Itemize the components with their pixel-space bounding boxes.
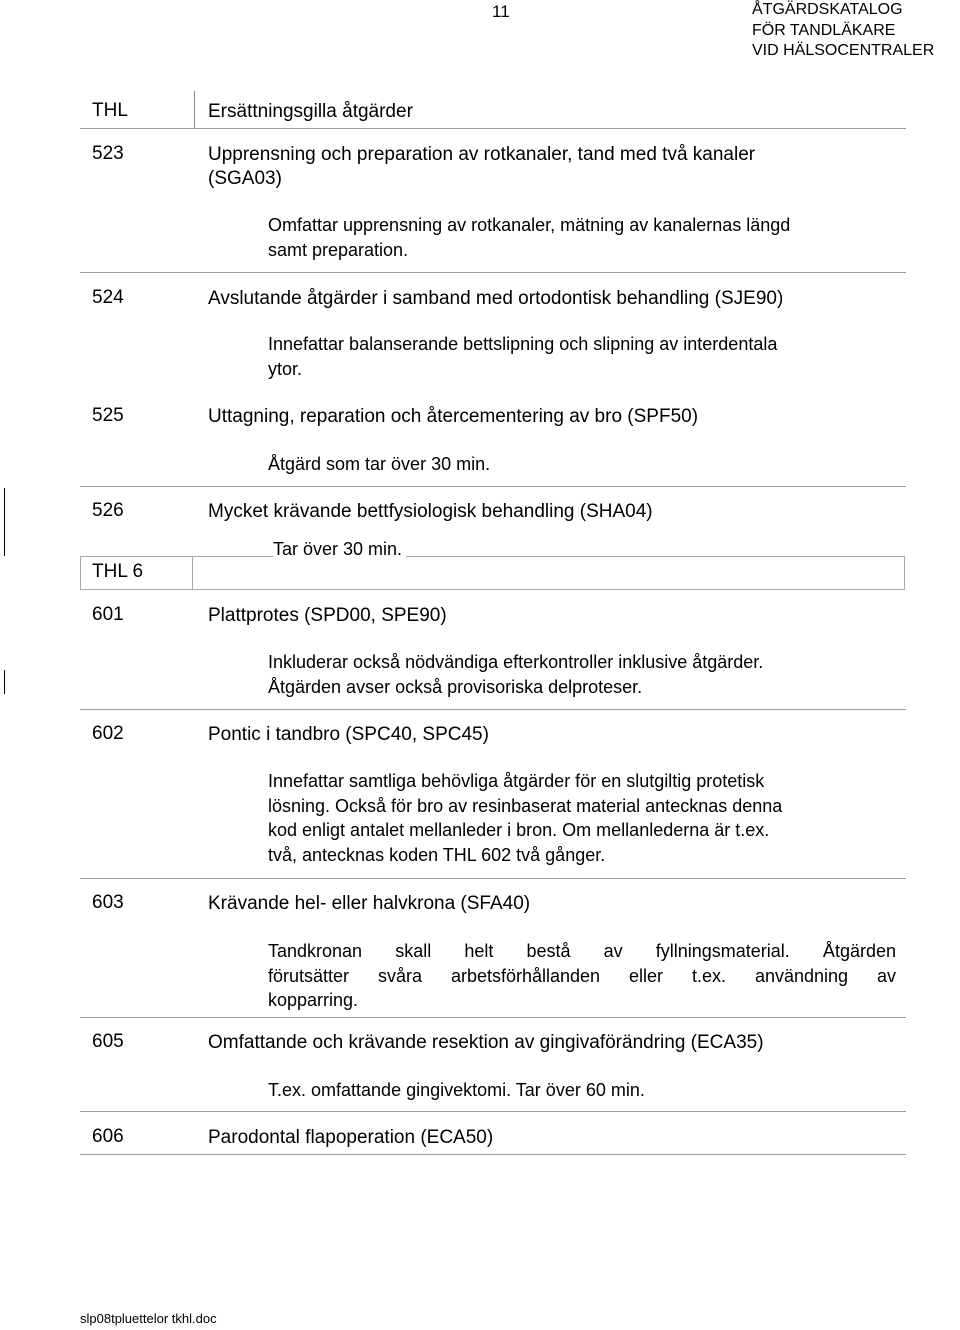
row-divider xyxy=(80,878,906,879)
entry-title: Avslutande åtgärder i samband med ortodontisk behandling (SJE90) xyxy=(208,288,784,309)
row-divider xyxy=(80,709,906,710)
entry-title: Omfattande och krävande resektion av gingivaförändring (ECA35) xyxy=(208,1032,764,1053)
header-line-3: VID HÄLSOCENTRALER xyxy=(752,42,935,59)
table-header-code: THL xyxy=(92,100,128,121)
row-divider xyxy=(80,486,906,487)
entry-code: 606 xyxy=(92,1126,124,1147)
row-divider xyxy=(80,128,906,129)
section-heading-cell xyxy=(80,556,905,590)
entry-title: Pontic i tandbro (SPC40, SPC45) xyxy=(208,724,489,745)
entry-description: Innefattar samtliga behövliga åtgärder för en slutgiltig protetisk lösning. Också för bro av resinbaserat material antecknas denna kod enligt antalet mellanleder i bron. Om mellanlederna är t.ex. två, antecknas koden THL 602 två gånger. xyxy=(268,771,783,865)
entry-code: 602 xyxy=(92,723,124,744)
change-bar xyxy=(4,670,5,694)
footer-filename: slp08tpluettelor tkhl.doc xyxy=(80,1311,217,1326)
table-header-title: Ersättningsgilla åtgärder xyxy=(208,101,413,122)
entry-description: Innefattar balanserande bettslipning och slipning av interdentala ytor. xyxy=(268,334,778,379)
row-divider xyxy=(80,1111,906,1112)
header-line-1: ÅTGÄRDSKATALOG xyxy=(752,1,903,18)
entry-code: 524 xyxy=(92,287,124,308)
entry-title: Uttagning, reparation och återcementering av bro (SPF50) xyxy=(208,406,699,427)
entry-title: Upprensning och preparation av rotkanaler, tand med två kanaler (SGA03) xyxy=(208,144,756,189)
table-column-divider xyxy=(194,91,195,129)
entry-description: T.ex. omfattande gingivektomi. Tar över 60 min. xyxy=(268,1080,645,1100)
row-divider xyxy=(80,272,906,273)
entry-description: Tar över 30 min. xyxy=(273,537,406,562)
section-heading-code: THL 6 xyxy=(92,561,144,582)
entry-title: Plattprotes (SPD00, SPE90) xyxy=(208,605,447,626)
entry-code: 603 xyxy=(92,892,124,913)
page-number: 11 xyxy=(492,2,510,21)
row-divider xyxy=(80,1154,906,1155)
section-heading-divider xyxy=(192,556,193,590)
header-line-2: FÖR TANDLÄKARE xyxy=(752,21,896,39)
entry-description: Omfattar upprensning av rotkanaler, mätning av kanalernas längd samt preparation. xyxy=(268,215,791,260)
entry-code: 601 xyxy=(92,604,124,625)
entry-code: 523 xyxy=(92,143,124,164)
change-bar xyxy=(4,488,5,556)
entry-code: 526 xyxy=(92,500,124,521)
entry-code: 605 xyxy=(92,1031,124,1052)
entry-description: Inkluderar också nödvändiga efterkontroller inklusive åtgärder. Åtgärden avser också provisoriska delproteser. xyxy=(268,652,764,697)
entry-title: Mycket krävande bettfysiologisk behandling (SHA04) xyxy=(208,501,653,522)
document-header xyxy=(752,0,934,62)
entry-title: Parodontal flapoperation (ECA50) xyxy=(208,1127,494,1148)
row-divider xyxy=(80,1017,906,1018)
entry-description: Tandkronan skall helt bestå av fyllningsmaterial. Åtgärden förutsätter svåra arbetsförhållanden eller t.ex. användning av kopparring. xyxy=(268,941,896,1010)
entry-description: Åtgärd som tar över 30 min. xyxy=(268,454,491,474)
entry-code: 525 xyxy=(92,405,124,426)
entry-title: Krävande hel- eller halvkrona (SFA40) xyxy=(208,893,531,914)
